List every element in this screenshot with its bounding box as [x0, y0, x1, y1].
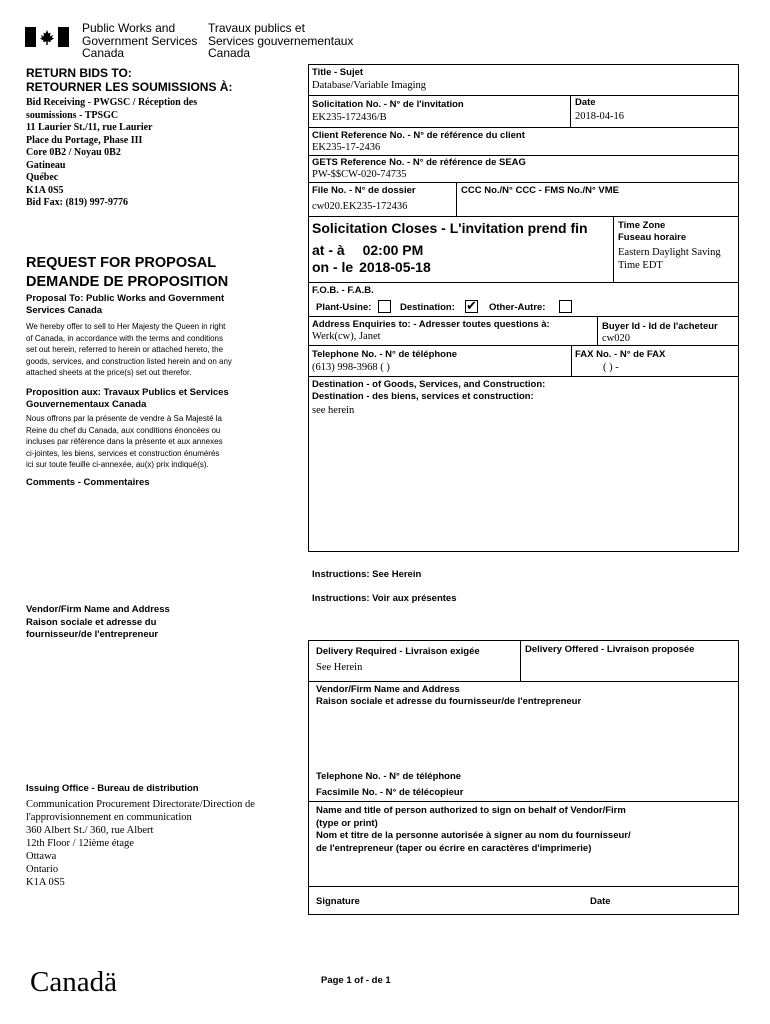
- return-bids-title: [26, 66, 232, 94]
- issuing-address-line: l'approvisionnement en communication: [26, 812, 192, 823]
- delivery-offered-label: Delivery Offered - Livraison proposée: [525, 644, 695, 655]
- proposition-text-line: Reine du chef du Canada, aux conditions énoncées ou: [26, 425, 221, 435]
- rfp-title-line: REQUEST FOR PROPOSAL: [26, 255, 217, 271]
- proposition-text-line: ici sur toute feuille ci-annexée, au(x) prix indiqué(s).: [26, 460, 209, 469]
- check-mark-icon: ✔: [466, 299, 477, 314]
- plant-usine-label: Plant-Usine:: [316, 302, 372, 313]
- proposition-text-line: Nous offrons par la présente de vendre à Sa Majesté la: [26, 414, 222, 423]
- date-label: Date: [575, 97, 596, 108]
- solicitation-number-value: EK235-172436/B: [312, 112, 387, 123]
- department-name-fr-line: Services gouvernementaux: [208, 33, 354, 48]
- proposal-to-title: [26, 293, 224, 316]
- issuing-office-label: Issuing Office - Bureau de distribution: [26, 783, 199, 794]
- issuing-office-address: [26, 798, 255, 889]
- proposal-to-text-line: set out herein, referred to herein or attached hereto, the: [26, 345, 224, 354]
- return-address-line: Bid Fax: (819) 997-9776: [26, 197, 128, 208]
- other-autre-label: Other-Autre:: [489, 302, 546, 313]
- plant-usine-checkbox[interactable]: [378, 300, 391, 313]
- rfp-title: [26, 254, 228, 292]
- vendor-name-label-line: Vendor/Firm Name and Address: [316, 684, 460, 695]
- proposal-to-text-line: attached sheets at the price(s) set out therefor.: [26, 368, 192, 377]
- return-address-line: Bid Receiving - PWGSC / Réception des: [26, 97, 198, 108]
- proposition-title-line: Gouvernementaux Canada: [26, 398, 147, 410]
- comments-label: Comments - Commentaires: [26, 477, 150, 488]
- client-reference-value: EK235-17-2436: [312, 142, 381, 153]
- gets-reference-label: GETS Reference No. - N° de référence de SEAG: [312, 157, 526, 168]
- department-name-en: [82, 22, 197, 60]
- issuing-address-line: Communication Procurement Directorate/Direction de: [26, 799, 255, 810]
- signature-date-label: Date: [590, 896, 611, 907]
- vendor-telephone-label: Telephone No. - N° de téléphone: [316, 771, 462, 782]
- issuing-address-line: Ontario: [26, 864, 59, 875]
- issuing-address-line: 12th Floor / 12ième étage: [26, 838, 134, 849]
- department-name-fr-line: Canada: [208, 46, 251, 60]
- return-address-line: Core 0B2 / Noyau 0B2: [26, 147, 121, 158]
- other-autre-checkbox[interactable]: [559, 300, 572, 313]
- solicitation-closes-title: Solicitation Closes - L'invitation prend fin: [312, 220, 588, 236]
- address-enquiries-label: Address Enquiries to: - Adresser toutes questions à:: [312, 319, 550, 330]
- time-zone-value: [618, 246, 721, 272]
- date-value: 2018-04-16: [575, 111, 624, 122]
- issuing-address-line: Ottawa: [26, 851, 57, 862]
- destination-goods-label-line: Destination - of Goods, Services, and Construction:: [312, 379, 546, 390]
- vendor-name-label: [316, 684, 581, 708]
- fax-value: ( ) -: [603, 362, 619, 373]
- return-address-line: Gatineau: [26, 159, 66, 171]
- canada-wordmark: Canadä: [30, 966, 117, 998]
- time-zone-label-line: Time Zone: [618, 220, 666, 231]
- fax-label: FAX No. - N° de FAX: [575, 349, 666, 360]
- buyer-id-value: cw020: [602, 333, 630, 344]
- issuing-address-line: K1A 0S5: [26, 877, 65, 888]
- proposition-text-line: incluses par référence dans la présente et aux annexes: [26, 437, 223, 446]
- issuing-address-line: 360 Albert St./ 360, rue Albert: [26, 825, 154, 836]
- time-zone-label-line: Fuseau horaire: [618, 231, 687, 243]
- instructions-en: Instructions: See Herein: [312, 569, 422, 580]
- destination-label: Destination:: [400, 302, 455, 313]
- authorized-signer-label-line: Nom et titre de la personne autorisée à signer au nom du fournisseur/: [316, 830, 631, 841]
- return-bids-title-line: RETOURNER LES SOUMISSIONS À:: [26, 80, 233, 94]
- on-label: on - le: [312, 259, 354, 275]
- proposition-title-line: Proposition aux: Travaux Publics et Services: [26, 387, 229, 398]
- close-date-row: [312, 259, 431, 275]
- return-address-line: 11 Laurier St./11, rue Laurier: [26, 122, 153, 133]
- address-enquiries-value: Werk(cw), Janet: [312, 331, 381, 342]
- department-name-en-line: Public Works and: [82, 21, 176, 35]
- return-bids-title-line: RETURN BIDS TO:: [26, 66, 132, 80]
- client-reference-label: Client Reference No. - N° de référence du client: [312, 130, 525, 141]
- return-address: [26, 97, 197, 210]
- close-time-value: 02:00 PM: [362, 242, 424, 258]
- time-zone-value-line: Time EDT: [618, 260, 663, 271]
- title-label: Title - Sujet: [312, 67, 364, 78]
- department-name-fr-line: Travaux publics et: [208, 21, 305, 35]
- close-date-value: 2018-05-18: [359, 259, 431, 275]
- at-label: at - à: [312, 242, 345, 258]
- canada-flag-logo: [25, 27, 69, 47]
- authorized-signer-label-line: de l'entrepreneur (taper ou écrire en caractères d'imprimerie): [316, 842, 592, 854]
- proposition-text: [26, 413, 286, 471]
- time-zone-value-line: Eastern Daylight Saving: [618, 247, 721, 258]
- telephone-label: Telephone No. - N° de téléphone: [312, 349, 458, 360]
- return-address-line: Place du Portage, Phase III: [26, 134, 143, 146]
- proposal-to-text-line: of Canada, in accordance with the terms and conditions: [26, 333, 224, 343]
- proposition-text-line: ci-jointes, les biens, services et construction énumérés: [26, 448, 220, 458]
- vendor-facsimile-label: Facsimile No. - N° de télécopieur: [316, 787, 464, 798]
- telephone-value: (613) 998-3968 ( ): [312, 362, 390, 373]
- destination-goods-value: see herein: [312, 405, 355, 416]
- return-address-line: Québec: [26, 172, 59, 183]
- instructions-fr: Instructions: Voir aux présentes: [312, 593, 457, 604]
- proposal-to-title-line: Proposal To: Public Works and Government: [26, 293, 225, 304]
- proposal-to-text-line: goods, services, and construction listed herein and on any: [26, 356, 232, 366]
- destination-checkbox[interactable]: [465, 300, 478, 313]
- authorized-signer-label-line: Name and title of person authorized to sign on behalf of Vendor/Firm: [316, 805, 626, 816]
- title-value: Database/Variable Imaging: [312, 80, 426, 91]
- return-address-line: K1A 0S5: [26, 184, 64, 196]
- vendor-label-line: Vendor/Firm Name and Address: [26, 604, 170, 615]
- department-name-en-line: Canada: [82, 46, 125, 60]
- signature-label: Signature: [316, 896, 360, 907]
- return-address-line: soumissions - TPSGC: [26, 109, 119, 121]
- authorized-signer-label-line: (type or print): [316, 817, 378, 829]
- proposal-to-text: [26, 321, 286, 379]
- department-name-en-line: Government Services: [82, 33, 198, 48]
- vendor-label-line: Raison sociale et adresse du: [26, 616, 157, 628]
- destination-goods-label-line: Destination - des biens, services et construction:: [312, 391, 534, 402]
- authorized-signer-label: [316, 805, 631, 855]
- time-zone-label: [618, 220, 686, 243]
- delivery-required-label: Delivery Required - Livraison exigée: [316, 646, 480, 657]
- delivery-required-value: See Herein: [316, 662, 363, 673]
- vendor-label-line: fournisseur/de l'entrepreneur: [26, 629, 159, 640]
- fob-label: F.O.B. - F.A.B.: [312, 285, 374, 296]
- file-number-label: File No. - N° de dossier: [312, 185, 416, 196]
- vendor-name-label-line: Raison sociale et adresse du fournisseur/de l'entrepreneur: [316, 696, 582, 707]
- buyer-id-label: Buyer Id - Id de l'acheteur: [602, 321, 718, 332]
- file-number-value: cw020.EK235-172436: [312, 201, 408, 212]
- proposition-title: [26, 387, 229, 410]
- ccc-number-label: CCC No./N° CCC - FMS No./N° VME: [461, 185, 620, 196]
- gets-reference-value: PW-$$CW-020-74735: [312, 169, 407, 180]
- proposal-to-title-line: Services Canada: [26, 304, 103, 316]
- rfp-title-line: DEMANDE DE PROPOSITION: [26, 274, 229, 290]
- close-time-row: [312, 242, 423, 258]
- destination-goods-label: [312, 379, 545, 403]
- solicitation-number-label: Solicitation No. - N° de l'invitation: [312, 99, 464, 110]
- proposal-to-text-line: We hereby offer to sell to Her Majesty the Queen in right: [26, 322, 226, 331]
- page-number: Page 1 of - de 1: [321, 975, 391, 986]
- vendor-label: [26, 604, 170, 642]
- department-name-fr: [208, 22, 353, 60]
